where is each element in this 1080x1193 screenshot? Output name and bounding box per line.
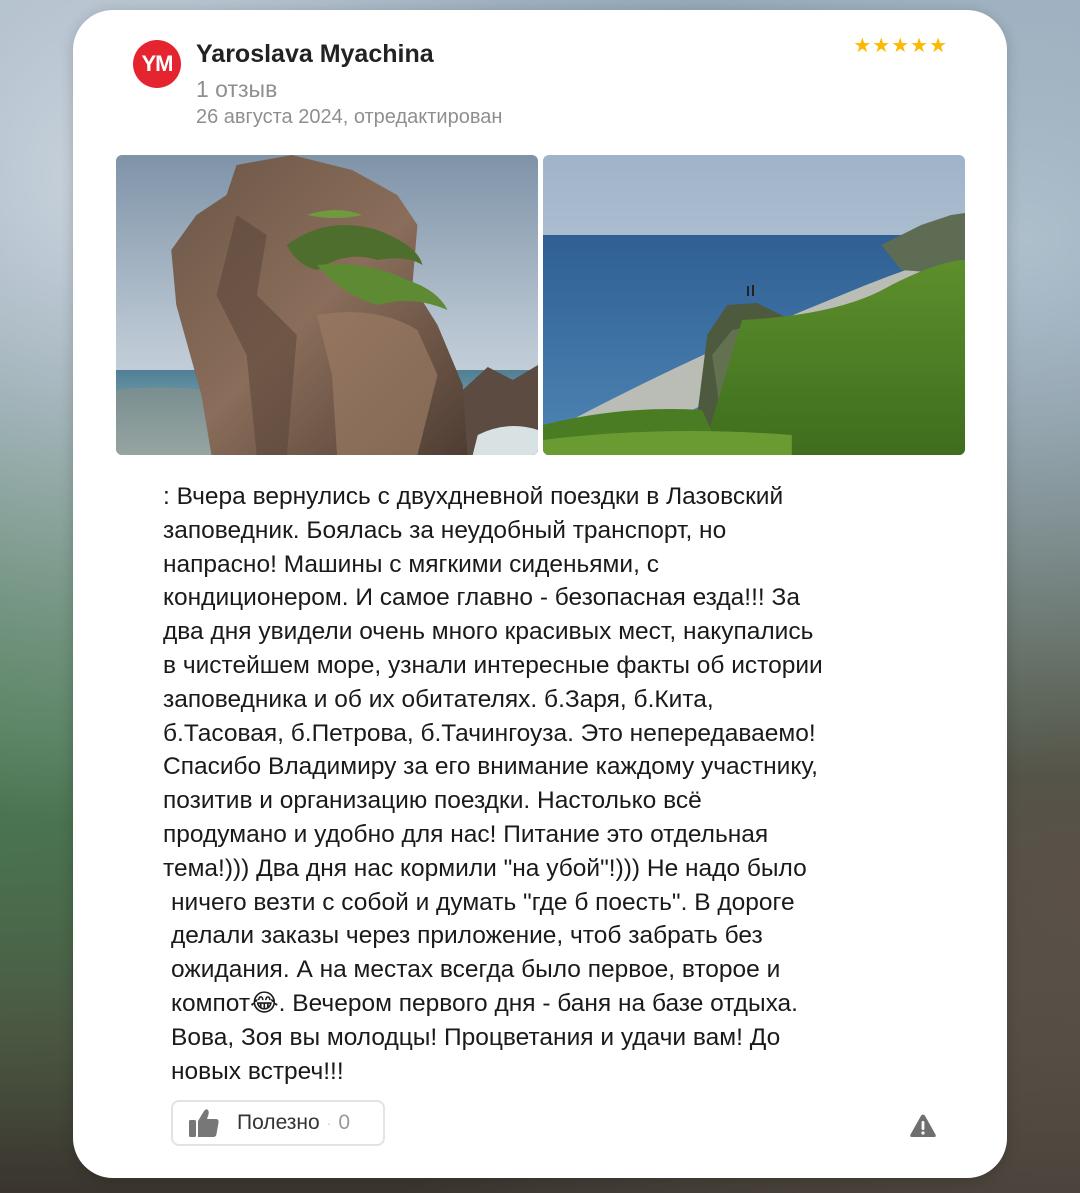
rock-cliff-sea-photo (116, 155, 538, 455)
star-icon: ★ (891, 35, 910, 57)
review-text-line: заповедника и об их обитателях. б.Заря, б.Кита, (163, 685, 714, 713)
helpful-label: Полезно (237, 1111, 320, 1134)
review-text-line: заповедник. Боялась за неудобный транспорт, но (163, 516, 727, 544)
star-icon: ★ (853, 35, 872, 57)
review-photos (116, 155, 965, 455)
author-name[interactable]: Yaroslava Myachina (196, 40, 434, 68)
review-text-line: тема!))) Два дня нас кормили "на убой"!))) Не надо было (163, 854, 807, 882)
review-text-line: в чистейшем море, узнали интересные факты об истории (163, 651, 823, 679)
review-text-line: делали заказы через приложение, чтоб забрать без (171, 922, 763, 950)
review-text-line: два дня увидели очень много красивых мест, накупались (163, 618, 814, 646)
star-icon: ★ (872, 35, 891, 57)
star-icon: ★ (910, 35, 929, 57)
rating-stars (853, 36, 947, 56)
review-photo-2[interactable] (543, 155, 965, 455)
author-review-count: 1 отзыв (196, 76, 278, 102)
review-text-line: кондиционером. И самое главно - безопасная езда!!! За (163, 584, 800, 612)
review-text-line: : Вчера вернулись с двухдневной поездки в Лазовский (163, 483, 784, 510)
thumbs-up-icon (187, 1106, 221, 1140)
warning-icon[interactable] (909, 1113, 937, 1139)
review-card (73, 10, 1007, 1178)
review-text-line: Спасибо Владимиру за его внимание каждому участнику, (163, 753, 818, 781)
review-text (163, 480, 923, 1088)
review-text-line: б.Тасовая, б.Петрова, б.Тачингоуза. Это непередаваемо! (163, 719, 816, 747)
review-date: 26 августа 2024, отредактирован (196, 106, 503, 128)
helpful-button[interactable] (171, 1100, 385, 1146)
review-text-line: позитив и организацию поездки. Настолько всё (163, 787, 702, 815)
review-text-line: компот😂. Вечером первого дня - баня на базе отдыха. (171, 989, 798, 1017)
review-text-line: ничего везти с собой и думать "где б поесть". В дороге (171, 888, 795, 916)
review-text-line: продумано и удобно для нас! Питание это отдельная (163, 820, 769, 848)
helpful-separator: · (326, 1115, 332, 1131)
star-icon: ★ (929, 35, 947, 57)
review-photo-1[interactable] (116, 155, 538, 455)
review-text-line: новых встреч!!! (171, 1057, 344, 1085)
review-text-line: напрасно! Машины с мягкими сиденьями, с (163, 550, 659, 578)
avatar[interactable] (133, 40, 181, 88)
review-text-line: ожидания. А на местах всегда было первое, второе и (171, 956, 781, 984)
avatar-initials: YM (141, 51, 173, 76)
coastal-cliff-meadow-photo (543, 155, 965, 455)
review-text-line: Вова, Зоя вы молодцы! Процветания и удачи вам! До (171, 1023, 781, 1051)
helpful-count: 0 (338, 1111, 351, 1134)
